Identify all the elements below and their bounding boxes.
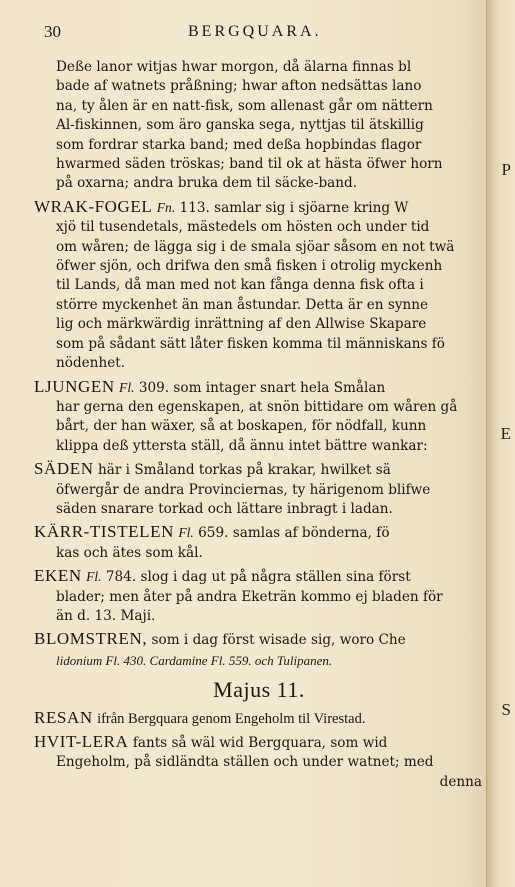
entry-text: här i Småland torkas på krakar, hwilket sä bbox=[98, 462, 391, 479]
entry-first-line bbox=[34, 732, 484, 753]
text-line: lig och märkwärdig inrättning af den Allwise Skapare bbox=[56, 316, 427, 333]
entry-keyword: BLOMSTREN, bbox=[34, 629, 148, 649]
text-line: öfwer sjön, och drifwa den små fisken i otrolig myckenh bbox=[56, 258, 443, 275]
text-line: Al-fiskinnen, som äro ganska sega, nyttjas til ätskillig bbox=[56, 117, 424, 134]
text-line: större myckenhet än man åstundar. Detta är en synne bbox=[56, 296, 429, 313]
entry-first-line bbox=[34, 522, 484, 543]
running-title: BERGQUARA. bbox=[188, 23, 322, 40]
entry-resan bbox=[34, 708, 484, 729]
text-line: än d. 13. Maji. bbox=[56, 607, 156, 624]
entry-first-line bbox=[34, 566, 484, 587]
entry-first-line bbox=[34, 629, 484, 650]
entry-text: 659. samlas af bönderna, fö bbox=[198, 525, 390, 542]
entry-reference: Fl. bbox=[86, 569, 102, 585]
entry-text: ifrån Bergquara genom Engeholm til Virestad. bbox=[97, 710, 366, 727]
page-header bbox=[44, 22, 484, 46]
text-line: na, ty ålen är en natt-fisk, som allenast går om nättern bbox=[56, 97, 433, 114]
text-line: om wåren; de lägga sig i de smala sjöar såsom en not twä bbox=[56, 238, 455, 255]
entry-first-line bbox=[34, 377, 484, 398]
entry-keyword: SÄDEN bbox=[34, 459, 94, 479]
facing-page-edge bbox=[486, 0, 515, 887]
text-line: nödenhet. bbox=[56, 355, 126, 372]
text-paragraph bbox=[34, 58, 484, 194]
entry-wrak-fogel bbox=[34, 197, 484, 374]
text-line: hwarmed säden tröskas; band til ok at hästa öfwer horn bbox=[56, 156, 443, 173]
entry-keyword: WRAK-FOGEL bbox=[34, 196, 153, 216]
text-line: öfwergår de andra Provinciernas, ty härigenom blifwe bbox=[56, 481, 431, 498]
text-line: som fordrar starka band; med deßa hopbindas flagor bbox=[56, 136, 422, 153]
entry-text: som i dag först wisade sig, woro Che bbox=[151, 632, 406, 649]
text-line: xjö til tusendetals, mästedels om hösten och under tid bbox=[56, 219, 430, 236]
entry-keyword: HVIT-LERA bbox=[34, 732, 129, 751]
catchword: denna bbox=[439, 773, 482, 790]
text-line: Engeholm, på sidländta ställen och under watnet; med bbox=[56, 754, 434, 771]
text-line: kas och ätes som kål. bbox=[56, 544, 203, 561]
text-line: klippa deß yttersta ställ, då ännu intet bättre wankar: bbox=[56, 437, 428, 454]
entry-hvit-lera bbox=[34, 732, 484, 792]
text-line: til Lands, då man med not kan fånga denna fisk ofta i bbox=[56, 277, 424, 294]
text-line: blader; men åter på andra Eketrän kommo ej bladen för bbox=[56, 588, 443, 605]
entry-keyword: LJUNGEN bbox=[34, 376, 115, 396]
entry-eken bbox=[34, 566, 484, 626]
entry-text: 309. som intager snart hela Smålan bbox=[138, 379, 386, 396]
text-line: Deße lanor witjas hwar morgon, då älarna finnas bl bbox=[56, 59, 412, 75]
entry-keyword: EKEN bbox=[34, 566, 82, 586]
entry-keyword: KÄRR-TISTELEN bbox=[34, 522, 175, 542]
entry-first-line bbox=[34, 459, 484, 480]
text-line: lidonium Fl. 430. Cardamine Fl. 559. och Tulipanen. bbox=[56, 652, 333, 668]
entry-reference: Fl. bbox=[178, 525, 194, 541]
entry-first-line bbox=[34, 708, 484, 729]
text-line: bade af watnets pråßning; hwar afton nedsättas lano bbox=[56, 78, 422, 95]
text-line: som på sådant sätt låter fisken komma til människans fö bbox=[56, 335, 445, 352]
facing-page-letter: E bbox=[500, 424, 511, 443]
entry-reference: Fn. bbox=[156, 199, 176, 215]
day-heading: Majus 11. bbox=[213, 677, 305, 703]
entry-text: fants så wäl wid Bergquara, som wid bbox=[132, 735, 388, 751]
text-line: säden snarare torkad och lättare inbragt i ladan. bbox=[56, 500, 393, 517]
facing-page-letter: S bbox=[501, 700, 511, 719]
entry-keyword: RESAN bbox=[34, 707, 93, 727]
entry-text: 784. slog i dag ut på några ställen sina först bbox=[105, 569, 411, 586]
text-line: har gerna den egenskapen, at snön bittidare om wåren gå bbox=[56, 398, 458, 415]
entry-karr-tistelen bbox=[34, 522, 484, 563]
entry-reference: Fl. bbox=[119, 379, 135, 395]
entry-saden bbox=[34, 459, 484, 519]
text-line: på oxarna; andra bruka dem til säcke-band. bbox=[56, 175, 358, 192]
entry-blomstren bbox=[34, 629, 484, 670]
facing-page-letter: P bbox=[501, 160, 511, 179]
entry-ljungen bbox=[34, 377, 484, 457]
text-line: bårt, der han wäxer, så at boskapen, för nödfall, kunn bbox=[56, 418, 427, 435]
entry-text: 113. samlar sig i sjöarne kring W bbox=[179, 199, 409, 216]
entry-first-line bbox=[34, 197, 484, 218]
page-number: 30 bbox=[44, 22, 61, 41]
body-text bbox=[34, 58, 484, 795]
